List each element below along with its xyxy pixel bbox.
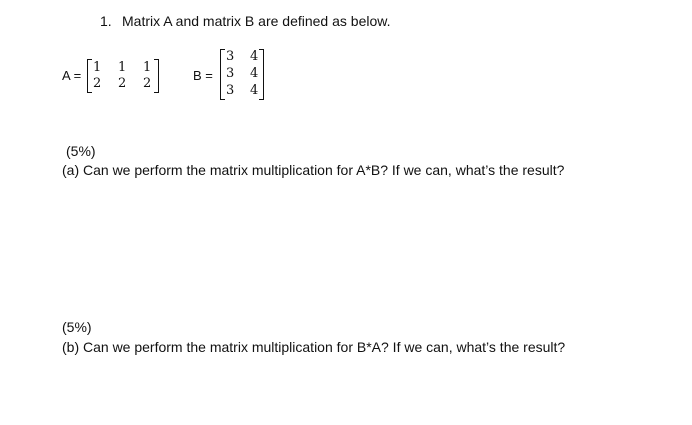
part-a-marks: (5%) <box>66 143 96 159</box>
matrix-a-label: A = <box>62 68 82 83</box>
matrix-a-cell: 2 <box>93 76 102 91</box>
matrix-a-cell: 1 <box>93 60 102 75</box>
matrix-a-right-bracket <box>154 59 159 93</box>
matrix-a-cell: 2 <box>118 76 127 91</box>
matrix-b-cell: 4 <box>250 49 259 64</box>
matrix-b <box>220 49 264 100</box>
question-title: Matrix A and matrix B are defined as below. <box>122 13 391 29</box>
matrix-b-cell: 3 <box>226 66 235 81</box>
matrix-b-label: B = <box>193 68 213 83</box>
matrix-a-cell: 2 <box>143 76 152 91</box>
matrix-b-cell: 4 <box>250 66 259 81</box>
matrix-a-cell: 1 <box>143 60 152 75</box>
part-a-question: (a) Can we perform the matrix multiplication for A*B? If we can, what’s the result? <box>62 162 565 178</box>
matrix-b-cell: 3 <box>226 83 235 98</box>
matrix-b-left-bracket <box>220 49 225 100</box>
matrix-a-left-bracket <box>87 59 92 93</box>
matrix-b-cell: 3 <box>226 49 235 64</box>
matrix-b-cell: 4 <box>250 83 259 98</box>
question-number: 1. <box>100 13 112 29</box>
part-b-question: (b) Can we perform the matrix multiplication for B*A? If we can, what’s the result? <box>62 339 566 355</box>
matrix-b-right-bracket <box>259 49 264 100</box>
part-b-marks: (5%) <box>62 319 92 335</box>
matrix-a <box>87 59 159 93</box>
matrix-a-cell: 1 <box>118 60 127 75</box>
